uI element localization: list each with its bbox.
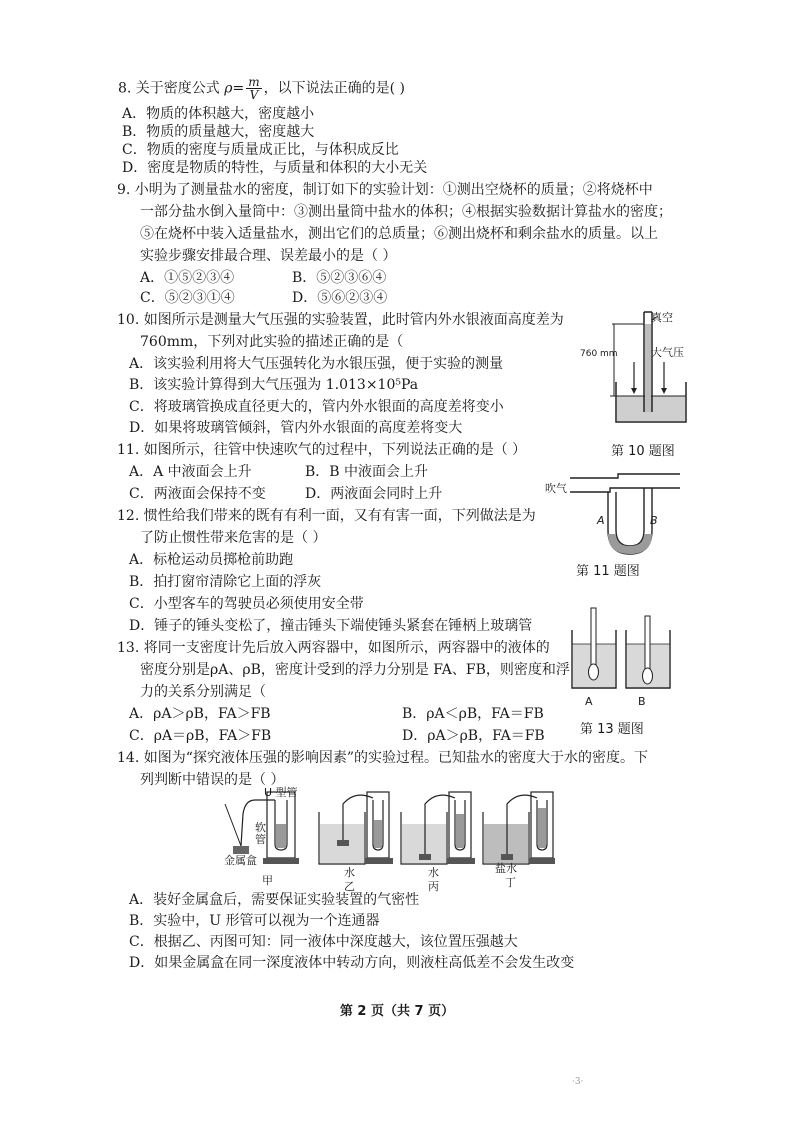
q13-line-3: 力的关系分别满足（	[140, 684, 266, 700]
fig14-jia-label: 甲	[262, 874, 273, 887]
setup-yi	[319, 792, 393, 864]
setup-bing	[401, 792, 475, 864]
q12-option-d: D．锤子的锤头变松了，撞击锤头下端使锤头紧套在锤柄上玻璃管	[129, 618, 533, 634]
fig14-hose-label: 软管	[255, 821, 266, 846]
page-footer: 第 2 页（共 7 页）	[339, 1004, 455, 1019]
fig13-b-label: B	[638, 695, 646, 708]
q9-option-b: B．⑤②③⑥④	[292, 270, 387, 286]
fig10-pressure-label: 大气压	[651, 346, 684, 359]
q14-option-a: A．装好金属盒后，需要保证实验装置的气密性	[129, 892, 420, 908]
barometer-figure	[592, 304, 702, 434]
fig10-caption: 第 10 题图	[611, 444, 675, 459]
fig14-ding-label: 丁	[505, 876, 516, 889]
q8-rho: ρ	[224, 80, 233, 97]
q12-line-2: 了防止惯性带来危害的是（ ）	[140, 530, 327, 546]
q9-line-3: ⑤在烧杯中装入适量盐水，测出它们的总质量；⑥测出烧杯和剩余盐水的质量。以上	[140, 226, 658, 242]
fig14-bing-label: 丙	[428, 880, 439, 893]
q11-stem: 11. 如图所示，往管中快速吹气的过程中，下列说法正确的是（ ）	[117, 442, 527, 458]
corner-mark: ·3·	[572, 1077, 584, 1087]
setup-ding	[483, 792, 555, 864]
fig11-blow-label: 吹气	[545, 482, 567, 495]
fig14-box-label: 金属盒	[224, 854, 257, 867]
q13-line-2: 密度分别是ρA、ρB，密度计受到的浮力分别是 FA、FB，则密度和浮	[140, 662, 570, 678]
q10-line-2: 760mm，下列对此实验的描述正确的是（	[140, 334, 404, 350]
q10-option-c: C．将玻璃管换成直径更大的，管内外水银面的高度差将变小	[129, 399, 504, 415]
q13-option-d: D．ρA＞ρB，FA＝FB	[402, 728, 545, 744]
q8-eq: =	[232, 80, 245, 97]
q13-line-1: 13. 将同一支密度计先后放入两容器中，如图所示，两容器中的液体的	[117, 640, 550, 656]
fig11-caption: 第 11 题图	[576, 564, 640, 579]
q13-option-b: B．ρA＜ρB，FA＝FB	[402, 706, 544, 722]
q14-line-2: 列判断中错误的是（ ）	[140, 772, 285, 788]
fig14-brine-label: 盐水	[495, 862, 517, 875]
q12-option-c: C．小型客车的驾驶员必须使用安全带	[129, 596, 364, 612]
q12-line-1: 12. 惯性给我们带来的既有有利一面，又有有害一面，下列做法是为	[117, 508, 536, 524]
q10-line-1: 10. 如图所示是测量大气压强的实验装置，此时管内外水银液面高度差为	[117, 312, 564, 328]
q10-option-a: A．该实验利用将大气压强转化为水银压强，便于实验的测量	[129, 356, 504, 372]
fig11-b-label: B	[650, 514, 658, 527]
fig11-a-label: A	[597, 514, 605, 527]
hydrometer-figure	[560, 598, 680, 694]
fig14-water1-label: 水	[344, 866, 355, 879]
q8-stem	[118, 76, 405, 101]
q8-frac-num: m	[248, 75, 260, 89]
q9-line-1: 9. 小明为了测量盐水的密度，制订如下的实验计划：①测出空烧杯的质量；②将烧杯中	[117, 182, 653, 198]
fig10-height-label: 760 mm	[580, 349, 618, 359]
q8-option-b: B．物质的质量越大，密度越大	[122, 124, 315, 140]
fig14-water2-label: 水	[428, 866, 439, 879]
q8-formula-fraction	[246, 76, 261, 101]
fig14-utube-label: U 型管	[264, 786, 298, 799]
q8-option-c: C．物质的密度与质量成正比，与体积成反比	[122, 142, 399, 158]
fig13-a-label: A	[585, 695, 593, 708]
q14-option-c: C．根据乙、丙图可知：同一液体中深度越大，该位置压强越大	[129, 934, 518, 950]
q14-option-b: B．实验中，U 形管可以视为一个连通器	[129, 913, 380, 929]
q8-frac-den: V	[249, 88, 259, 102]
q10-option-d: D．如果将玻璃管倾斜，管内外水银面的高度差将变大	[129, 420, 463, 436]
q8-option-a: A．物质的体积越大，密度越小	[122, 106, 315, 122]
q9-option-d: D．⑤⑥②③④	[292, 290, 388, 306]
q9-option-a: A．①⑤②③④	[140, 270, 235, 286]
q13-option-a: A．ρA＞ρB，FA＞FB	[129, 706, 271, 722]
q11-option-b: B．B 中液面会上升	[305, 464, 429, 480]
q14-line-1: 14. 如图为“探究液体压强的影响因素”的实验过程。已知盐水的密度大于水的密度。下	[117, 750, 649, 766]
q9-option-c: C．⑤②③①④	[140, 290, 235, 306]
q11-option-d: D．两液面会同时上升	[305, 486, 443, 502]
q13-option-c: C．ρA＝ρB，FA＞FB	[129, 728, 272, 744]
q8-stem-prefix: 8. 关于密度公式	[118, 80, 220, 97]
q12-option-a: A．标枪运动员掷枪前助跑	[129, 552, 294, 568]
q14-option-d: D．如果金属盒在同一深度液体中转动方向，则液柱高低差不会发生改变	[129, 955, 575, 971]
fig13-caption: 第 13 题图	[580, 722, 644, 737]
q11-option-c: C．两液面会保持不变	[129, 486, 266, 502]
q8-option-d: D．密度是物质的特性，与质量和体积的大小无关	[122, 160, 428, 176]
q11-option-a: A．A 中液面会上升	[129, 464, 252, 480]
fig14-yi-label: 乙	[344, 880, 355, 893]
q12-option-b: B．拍打窗帘清除它上面的浮灰	[129, 574, 322, 590]
q10-option-b: B．该实验计算得到大气压强为 1.013×10⁵Pa	[129, 377, 419, 393]
q8-stem-suffix: ，以下说法正确的是( )	[263, 80, 405, 97]
fig10-vacuum-label: 真空	[651, 311, 673, 324]
q9-line-2: 一部分盐水倒入量筒中：③测出量筒中盐水的体积；④根据实验数据计算盐水的密度；	[140, 204, 672, 220]
q9-line-4: 实验步骤安排最合理、误差最小的是（ ）	[140, 248, 397, 264]
